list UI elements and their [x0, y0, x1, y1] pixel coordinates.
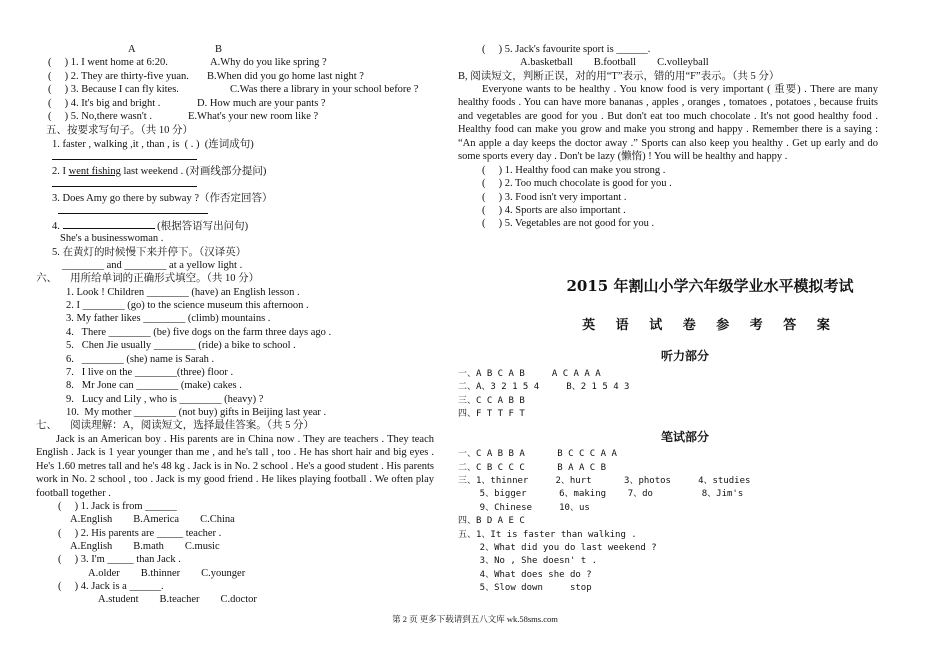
page-footer: 第 2 页 更多下载请到五八文库 wk.58sms.com	[392, 614, 558, 624]
listening-answer-4: 四、F T T F T	[458, 409, 525, 419]
writing-answer-10: 4、What does she do ?	[458, 570, 592, 580]
section-7-title: 七、 阅读理解：A，阅读短文，选择最佳答案。（共 5 分）	[36, 420, 314, 431]
s6-item-6: 6. ________ (she) name is Sarah .	[66, 354, 215, 365]
match-b-5: E.What's your new room like ?	[188, 111, 319, 122]
s7-question-1: ( ) 1. Jack is from ______	[58, 501, 177, 512]
b-item-5: ( ) 5. Vegetables are not good for you .	[482, 218, 655, 229]
s6-item-2: 2. I ________ (go) to the science museum this afternoon .	[66, 300, 309, 311]
s7-question-2-options: A.English B.math C.music	[70, 541, 220, 552]
match-a-5: ( ) 5. No,there wasn't .	[48, 111, 152, 122]
answer-line-2	[52, 178, 197, 187]
match-a-2: ( ) 2. They are thirty-five yuan.	[48, 71, 189, 82]
writing-answer-9: 3、No , She doesn' t .	[458, 556, 598, 566]
section-5-title: 五、按要求写句子。（共 10 分）	[46, 125, 193, 136]
s6-item-10: 10. My mother ________ (not buy) gifts in Beijing last year .	[66, 407, 327, 418]
s7-question-4: ( ) 4. Jack is a ______.	[58, 581, 164, 592]
answer-line-1	[52, 151, 197, 160]
match-b-1: A.Why do you like spring ?	[210, 57, 327, 68]
s6-item-3: 3. My father likes ________ (climb) mountains .	[66, 313, 271, 324]
s7-question-5-options: A.basketball B.football C.volleyball	[520, 57, 709, 68]
b-item-2: ( ) 2. Too much chocolate is good for you .	[482, 178, 672, 189]
listening-answer-1: 一、A B C A B A C A A A	[458, 369, 601, 379]
match-header-a: A	[128, 44, 136, 55]
answer-key-title: 英 语 试 卷 参 考 答 案	[582, 318, 838, 333]
writing-answer-2: 二、C B C C C B A A C B	[458, 463, 607, 473]
s5-question-3: 3. Does Amy go there by subway ?（作否定回答）	[52, 193, 273, 204]
s6-item-4: 4. There ________ (be) five dogs on the farm three days ago .	[66, 327, 332, 338]
exam-title: 2015 年割山小学六年级学业水平模拟考试	[566, 277, 854, 295]
s5-question-5-blank: ________ and ________ at a yellow light .	[62, 260, 243, 271]
s7-question-5: ( ) 5. Jack's favourite sport is ______.	[482, 44, 651, 55]
reading-passage-b: Everyone wants to be healthy . You know food is very important ( 重要) . There are many healthy foods . You can have more bananas , apples , oranges , tomatoes , potatoes , because fruits and vegetables are good for you . But don't eat too much chocolate . It's not good healthy food . Healthy food can make you grow and make you strong and happy . Remember there is a saying : “An apple a day keeps the doctor away .” Sports can also keep you healthy . Get up early and do some sports every day . Don't be lazy (懒惰) ! You will be healthy and happy .	[458, 84, 878, 163]
s7-question-2: ( ) 2. His parents are _____ teacher .	[58, 528, 222, 539]
s5-question-1: 1. faster , walking ,it , than , is ( . ) (连词成句)	[52, 139, 254, 150]
listening-answer-2: 二、A、3 2 1 5 4 B、2 1 5 4 3	[458, 382, 630, 392]
match-b-2: B.When did you go home last night ?	[207, 71, 364, 82]
match-a-3: ( ) 3. Because I can fly kites.	[48, 84, 179, 95]
writing-answer-1: 一、C A B B A B C C C A A	[458, 449, 617, 459]
match-a-4: ( ) 4. It's big and bright .	[48, 98, 161, 109]
b-item-3: ( ) 3. Food isn't very important .	[482, 192, 627, 203]
answer-line-3	[58, 205, 208, 214]
s5-question-4: 4. (根据答语写出问句)	[52, 221, 249, 232]
writing-answer-8: 2、What did you do last weekend ?	[458, 543, 657, 553]
writing-answer-7: 五、1、It is faster than walking .	[458, 530, 637, 540]
b-item-4: ( ) 4. Sports are also important .	[482, 205, 626, 216]
reading-passage-a: Jack is an American boy . His parents are in China now . They are teachers . They teach English . Jack is 1 year younger than me , and he's tall , too . He has short hair and big eyes . He's 1.60 metres tall and he's 48 kg . Jack is in No. 2 school . He's a good student . His parents work in No. 2 school , too . Jack is my good friend . He likes playing football . We often play football together .	[36, 434, 434, 499]
section-b-title: B, 阅读短文，判断正误，对的用“T”表示，错的用“F”表示。（共 5 分）	[458, 71, 780, 82]
writing-answer-11: 5、Slow down stop	[458, 583, 592, 593]
match-header-b: B	[215, 44, 223, 55]
listening-answer-3: 三、C C A B B	[458, 396, 525, 406]
writing-answer-5: 9、Chinese 10、us	[458, 503, 590, 513]
match-b-4: D. How much are your pants ?	[197, 98, 326, 109]
s7-question-4-options: A.student B.teacher C.doctor	[98, 594, 257, 605]
writing-answer-3: 三、1、thinner 2、hurt 3、photos 4、studies	[458, 476, 751, 486]
s5-question-4-answer: She's a businesswoman .	[60, 233, 164, 244]
listening-section-title: 听力部分	[660, 349, 709, 363]
writing-section-title: 笔试部分	[660, 430, 709, 444]
section-6-title: 六、 用所给单词的正确形式填空。（共 10 分）	[36, 273, 260, 284]
s6-item-1: 1. Look ! Children ________ (have) an English lesson .	[66, 287, 300, 298]
s6-item-7: 7. I live on the ________(three) floor .	[66, 367, 234, 378]
s6-item-8: 8. Mr Jone can ________ (make) cakes .	[66, 380, 242, 391]
match-b-3: C.Was there a library in your school before ?	[230, 84, 419, 95]
s5-question-2: 2. I went fishing last weekend . (对画线部分提问)	[52, 166, 267, 177]
writing-answer-6: 四、B D A E C	[458, 516, 525, 526]
b-item-1: ( ) 1. Healthy food can make you strong .	[482, 165, 666, 176]
s7-question-3: ( ) 3. I'm _____ than Jack .	[58, 554, 181, 565]
writing-answer-4: 5、bigger 6、making 7、do 8、Jim's	[458, 489, 744, 499]
s5-question-5: 5. 在黄灯的时候慢下来并停下。（汉译英）	[52, 247, 247, 258]
s6-item-9: 9. Lucy and Lily , who is ________ (heavy) ?	[66, 394, 264, 405]
s7-question-1-options: A.English B.America C.China	[70, 514, 235, 525]
s7-question-3-options: A.older B.thinner C.younger	[88, 568, 246, 579]
match-a-1: ( ) 1. I went home at 6:20.	[48, 57, 168, 68]
s6-item-5: 5. Chen Jie usually ________ (ride) a bike to school .	[66, 340, 296, 351]
